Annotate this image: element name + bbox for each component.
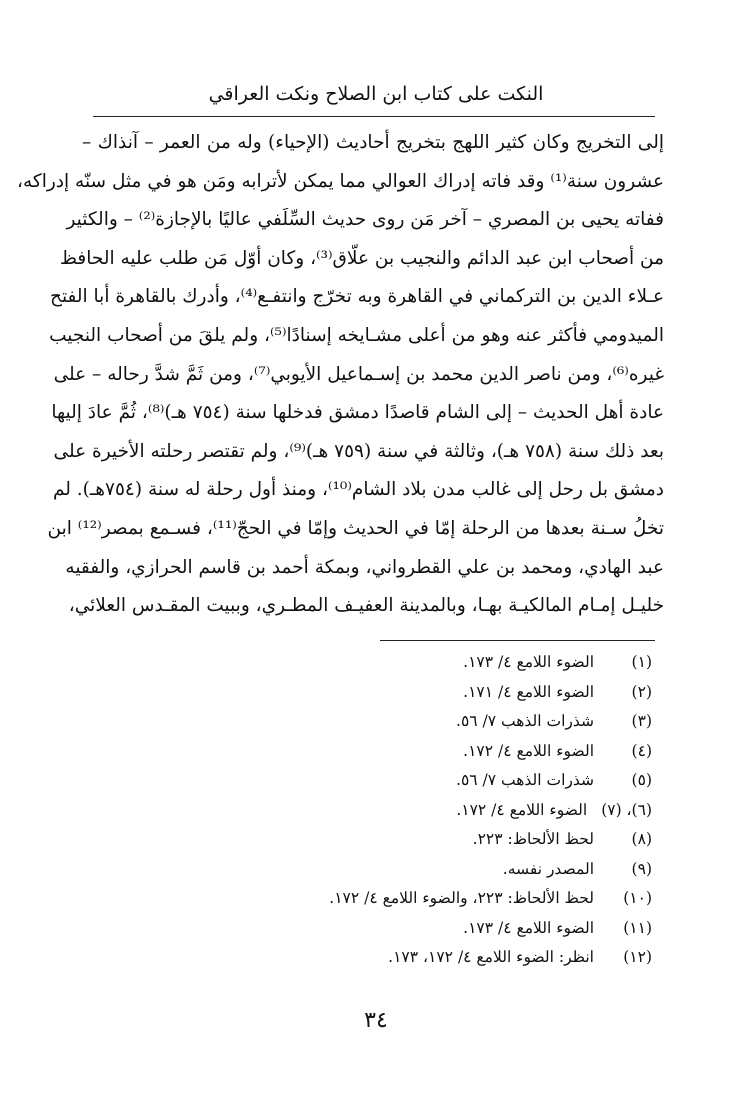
footnotes [192,648,652,973]
text-line-3: ففاته يحيى بن المصري – آخر مَن روى حديث السِّلَفي عاليًا بالإجازة⁽²⁾ – والكثير [66,209,664,231]
text-line-2: عشرون سنة⁽¹⁾ وقد فاته إدراك العوالي مما يمكن لأترابه ومَن هو في مثل سنّه إدراكه، [17,170,664,192]
footnote [192,648,652,678]
footnote-text: انظر: الضوء اللامع ٤/ ١٧٢، ١٧٣. [388,948,594,966]
text-line-4: من أصحاب ابن عبد الدائم والنجيب بن علّاق⁽³⁾، وكان أوّل مَن طلب عليه الحافظ [59,247,664,269]
text-line-11: تخلُ سـنة بعدها من الرحلة إمّا في الحديث وإمّا في الحجّ⁽¹¹⁾، فسـمع بمصر⁽¹²⁾ ابن [47,517,664,539]
footnote-text: الضوء اللامع ٤/ ١٧٣. [463,918,594,937]
text-line-10: دمشق بل رحل إلى غالب مدن بلاد الشام⁽¹⁰⁾، ومنذ أول رحلة له سنة (٧٥٤هـ). لم [52,479,664,501]
text-line-12: عبد الهادي، ومحمد بن علي القطرواني، وبمكة أحمد بن قاسم الحرازي، والفقيه [65,556,664,578]
running-header: النكت على كتاب ابن الصلاح ونكت العراقي [208,83,544,105]
text-line-5: عـلاء الدين بن التركماني في القاهرة وبه تخرّج وانتفـع⁽⁴⁾، وأدرك بالقاهرة أبا الفتح [50,286,664,308]
footnote [192,943,652,973]
footnote-number: (٦)، (٧) [601,800,652,819]
footnote [192,766,652,796]
text-line-8: عادة أهل الحديث – إلى الشام قاصدًا دمشق فدخلها سنة (٧٥٤ هـ)⁽⁸⁾، ثُمَّ عادَ إليها [51,402,664,424]
text-line-6: الميدومي فأكثر عنه وهو من أعلى مشـايخه إسنادًا⁽⁵⁾، ولم يلقَ من أصحاب النجيب [49,324,664,346]
footnote-text: الضوء اللامع ٤/ ١٧٢. [456,800,588,819]
footnote-number: (٥) [631,771,652,789]
footnote-number: (١٢) [623,948,652,966]
footnote-number: (٩) [631,859,652,878]
footnote-text: الضوء اللامع ٤/ ١٧١. [463,682,594,701]
footnote-separator [380,640,655,641]
footnote-number: (٢) [631,682,652,701]
footnote-text: شذرات الذهب ٧/ ٥٦. [456,771,594,789]
footnote-number: (٣) [631,712,652,730]
footnote [192,678,652,708]
footnote-number: (٨) [631,830,652,848]
footnote-number: (١٠) [623,889,652,907]
footnote-text: شذرات الذهب ٧/ ٥٦. [456,712,594,730]
footnote [192,796,652,826]
footnote [192,914,652,944]
footnote-text: المصدر نفسه. [502,859,594,878]
text-line-9: بعد ذلك سنة (٧٥٨ هـ)، وثالثة في سنة (٧٥٩ هـ)⁽⁹⁾، ولم تقتصر رحلته الأخيرة على [53,440,664,462]
footnote-number: (١) [631,653,652,671]
text-line-7: غيره⁽⁶⁾، ومن ناصر الدين محمد بن إسـماعيل الأيوبي⁽⁷⁾، ومن ثَمَّ شدَّ رحاله – على [53,363,664,385]
footnote-text: لحظ الألحاظ: ٢٢٣، والضوء اللامع ٤/ ١٧٢. [329,889,594,907]
footnote [192,825,652,855]
footnote [192,855,652,885]
footnote-text: لحظ الألحاظ: ٢٢٣. [472,830,594,848]
text-line-13: خليـل إمـام المالكيـة بهـا، وبالمدينة العفيـف المطـري، وببيت المقـدس العلائي، [68,595,664,617]
text-line-1: إلى التخريج وكان كثير اللهج بتخريج أحاديث (الإحياء) وله من العمر – آنذاك – [82,132,664,153]
page-number: ٣٤ [364,1008,388,1033]
footnote-number: (١١) [623,918,652,937]
footnote [192,884,652,914]
footnote-text: الضوء اللامع ٤/ ١٧٣. [463,653,594,671]
footnote [192,707,652,737]
footnote-text: الضوء اللامع ٤/ ١٧٢. [463,741,594,760]
footnote-number: (٤) [631,741,652,760]
footnote [192,737,652,767]
header-rule [93,116,655,117]
main-text [17,124,664,626]
